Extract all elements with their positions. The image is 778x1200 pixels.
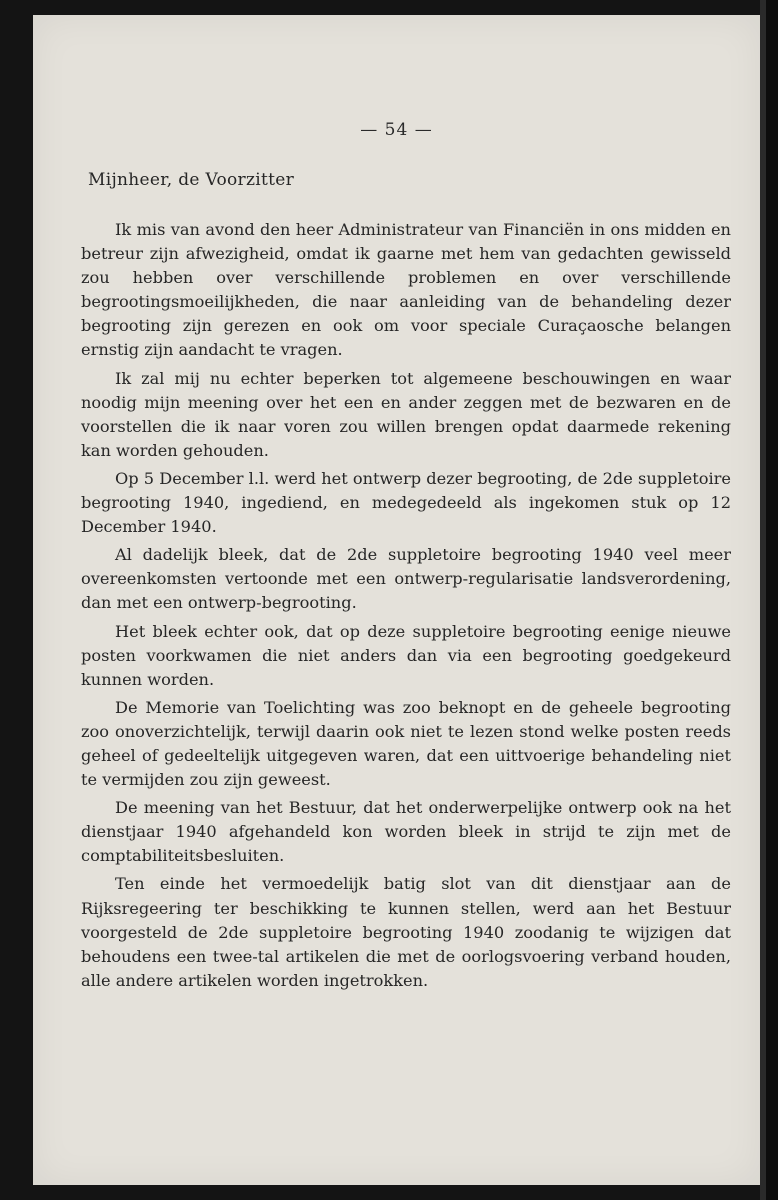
paragraph: De meening van het Bestuur, dat het onderwerpelijke ontwerp ook na het dienstjaar 1940 afgehandeld kon worden bleek in strijd te zijn met de comptabiliteitsbesluiten. [81, 798, 731, 866]
paragraph: Ik mis van avond den heer Administrateur van Financiën in ons midden en betreur zijn afwezigheid, omdat ik gaarne met hem van gedachten gewisseld zou hebben over verschillende problemen en over verschillende begrootingsmoeilijkheden, die naar aanleiding van de behandeling dezer begrooting zijn gerezen en ook om voor speciale Curaçaosche belangen ernstig zijn aandacht te vragen. [81, 220, 731, 360]
page-number: — 54 — [360, 120, 433, 140]
paragraph: Ten einde het vermoedelijk batig slot van dit dienstjaar aan de Rijksregeering ter beschikking te kunnen stellen, werd aan het Bestuur voorgesteld de 2de suppletoire begrooting 1940 zoodanig te wijzigen dat behoudens een twee-tal artikelen die met de oorlogsvoering verband houden, alle andere artikelen worden ingetrokken. [81, 874, 731, 990]
salutation: Mijnheer, de Voorzitter [88, 170, 295, 190]
paragraph: Al dadelijk bleek, dat de 2de suppletoire begrooting 1940 veel meer overeenkomsten vertoonde met een ontwerp-regularisatie landsverordening, dan met een ontwerp-begrooting. [81, 545, 731, 613]
body-text [81, 218, 731, 993]
paragraph: Op 5 December l.l. werd het ontwerp dezer begrooting, de 2de suppletoire begrooting 1940, ingediend, en medegedeeld als ingekomen stuk op 12 December 1940. [81, 468, 731, 537]
paragraph: De Memorie van Toelichting was zoo beknopt en de geheele begrooting zoo onoverzichtelijk, terwijl daarin ook niet te lezen stond welke posten reeds geheel of gedeeltelijk uitgegeven waren, dat een uittvoerige behandeling niet te vermijden zou zijn geweest. [81, 697, 731, 790]
document-page [33, 15, 760, 1185]
book-spine-shadow [766, 0, 778, 1200]
paragraph: Het bleek echter ook, dat op deze suppletoire begrooting eenige nieuwe posten voorkwamen die niet anders dan via een begrooting goedgekeurd kunnen worden. [81, 621, 731, 689]
paragraph: Ik zal mij nu echter beperken tot algemeene beschouwingen en waar noodig mijn meening over het een en ander zeggen met de bezwaren en de voorstellen die ik naar voren zou willen brengen opdat daarmede rekening kan worden gehouden. [81, 368, 731, 460]
